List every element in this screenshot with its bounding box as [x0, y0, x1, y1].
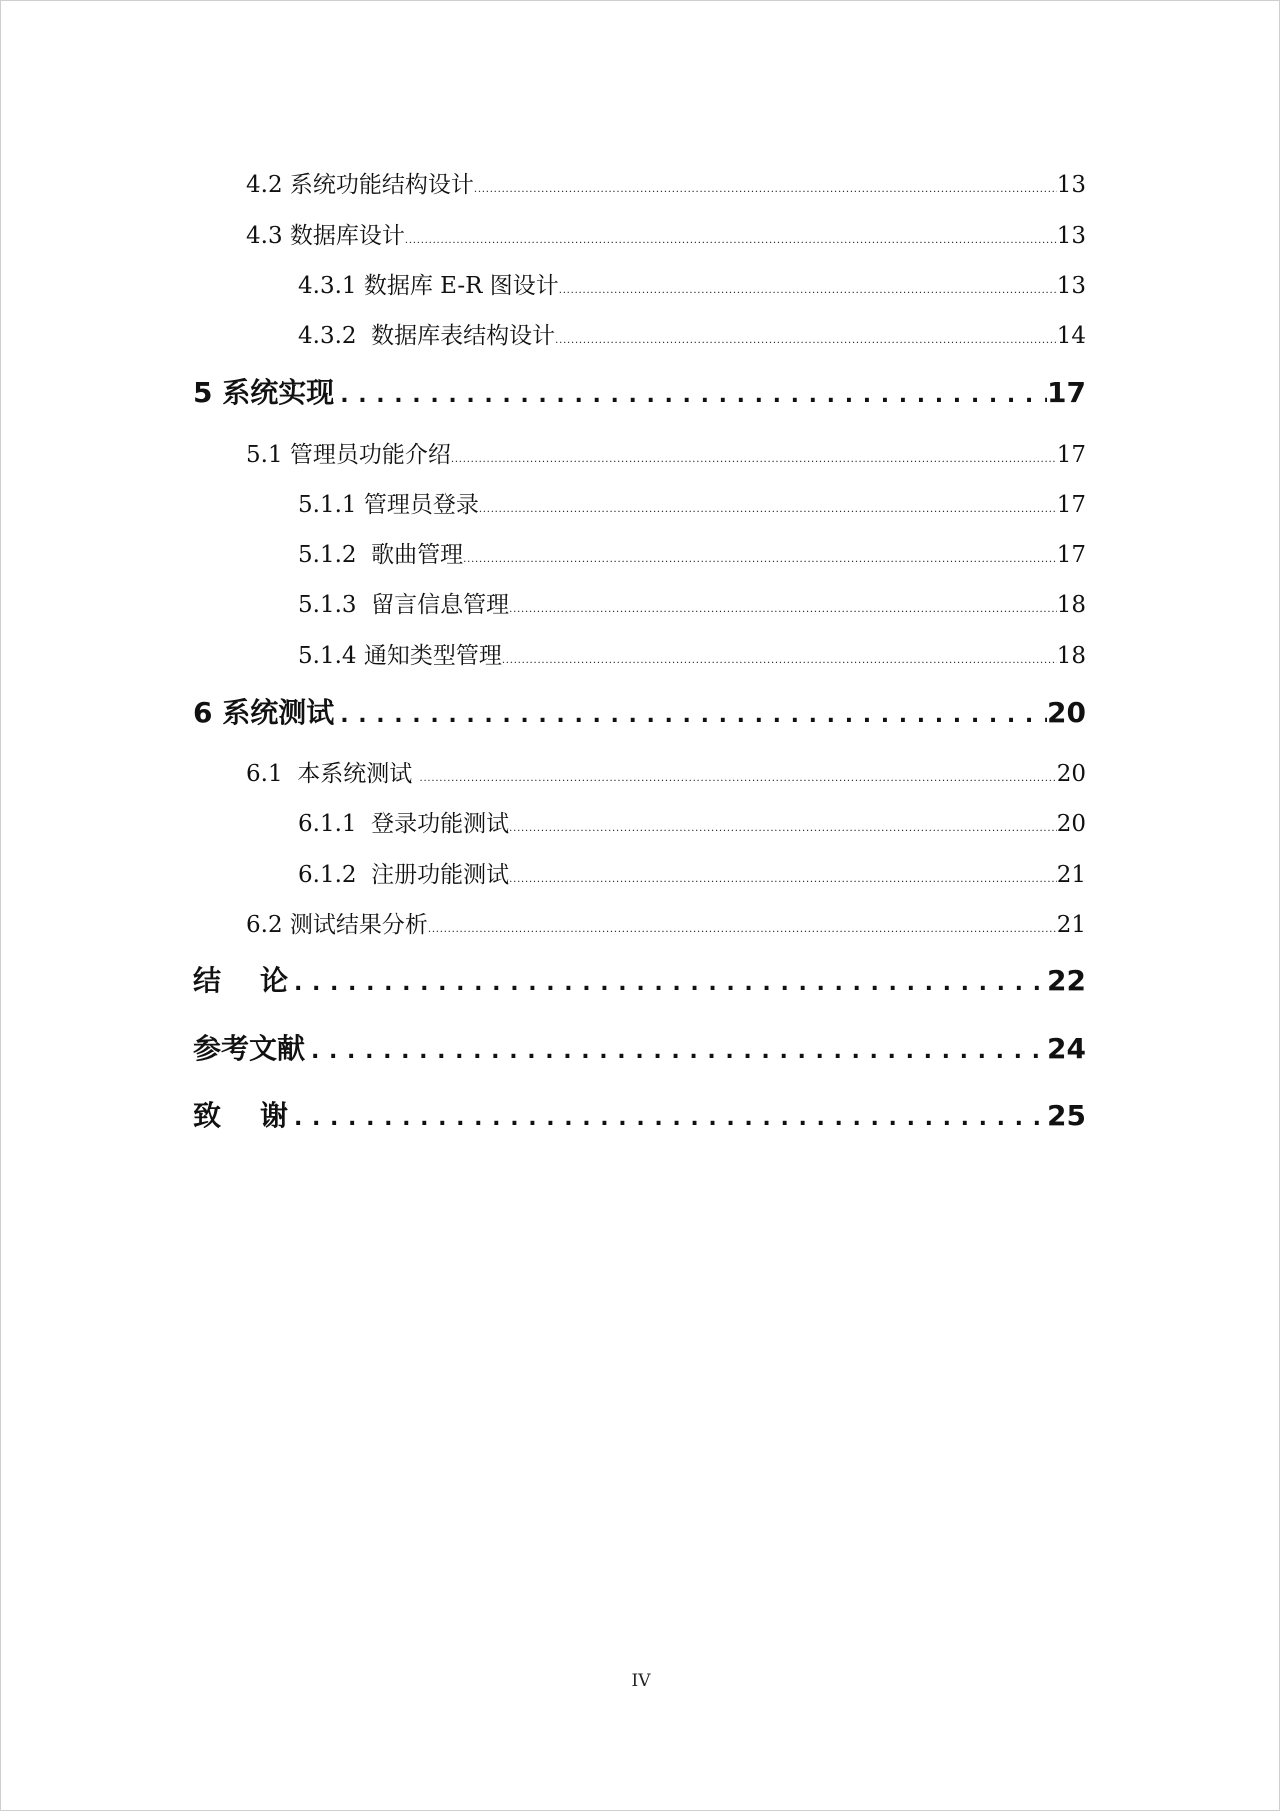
toc-entry-page: 18 — [1056, 643, 1086, 669]
toc-entry-5-1-1[interactable] — [298, 486, 1086, 516]
toc-entry-acknowledgements[interactable] — [193, 1094, 1086, 1132]
toc-leader-dots — [288, 971, 1047, 996]
toc-entry-page: 13 — [1056, 172, 1086, 198]
toc-leader-dots — [405, 235, 1057, 246]
toc-entry-page: 20 — [1056, 761, 1086, 787]
toc-entry-4-3-1[interactable] — [298, 267, 1086, 297]
toc-leader-dots — [334, 703, 1047, 728]
toc-entry-page: 18 — [1056, 592, 1086, 618]
toc-leader-dots — [451, 454, 1057, 465]
toc-entry-label: 6.1.1 登录功能测试 — [298, 811, 510, 837]
toc-entry-page: 17 — [1056, 442, 1086, 468]
toc-entry-label: 6.2 测试结果分析 — [246, 912, 428, 938]
toc-leader-dots — [509, 823, 1057, 834]
toc-entry-label: 6 系统测试 — [193, 696, 335, 729]
toc-leader-dots — [479, 504, 1057, 515]
toc-leader-dots — [559, 285, 1057, 296]
toc-entry-4-3-2[interactable] — [298, 317, 1086, 347]
toc-leader-dots — [305, 1039, 1047, 1064]
toc-entry-page: 13 — [1056, 223, 1086, 249]
toc-entry-page: 17 — [1047, 376, 1086, 409]
toc-entry-label: 4.3.1 数据库 E-R 图设计 — [298, 273, 559, 299]
toc-entry-page: 20 — [1047, 696, 1086, 729]
toc-entry-6-1-1[interactable] — [298, 805, 1086, 835]
toc-entry-label: 参考文献 — [193, 1032, 306, 1065]
toc-entry-5-1[interactable] — [246, 436, 1086, 466]
toc-entry-label: 4.3 数据库设计 — [246, 223, 405, 249]
toc-entry-6-2[interactable] — [246, 906, 1086, 936]
toc-leader-dots — [334, 383, 1047, 408]
toc-entry-5-1-2[interactable] — [298, 536, 1086, 566]
toc-entry-page: 14 — [1056, 323, 1086, 349]
toc-entry-4-3[interactable] — [246, 217, 1086, 247]
toc-entry-conclusion[interactable] — [193, 959, 1086, 997]
toc-entry-label: 5.1 管理员功能介绍 — [246, 442, 451, 468]
toc-leader-dots — [474, 184, 1057, 195]
toc-entry-label: 6.1 本系统测试 — [246, 761, 420, 787]
toc-entry-6-1[interactable] — [246, 755, 1086, 785]
toc-entry-page: 13 — [1056, 273, 1086, 299]
toc-entry-references[interactable] — [193, 1027, 1086, 1065]
toc-leader-dots — [509, 874, 1057, 885]
toc-entry-label: 5.1.1 管理员登录 — [298, 492, 479, 518]
toc-entry-page: 24 — [1047, 1032, 1086, 1065]
toc-leader-dots — [420, 773, 1057, 784]
toc-entry-5-1-4[interactable] — [298, 637, 1086, 667]
toc-entry-6-1-2[interactable] — [298, 856, 1086, 886]
toc-entry-label: 6.1.2 注册功能测试 — [298, 862, 510, 888]
toc-leader-dots — [502, 655, 1057, 666]
toc-leader-dots — [463, 554, 1057, 565]
toc-entry-page: 17 — [1056, 492, 1086, 518]
toc-entry-page: 17 — [1056, 542, 1086, 568]
toc-entry-label: 4.2 系统功能结构设计 — [246, 172, 474, 198]
toc-entry-5-1-3[interactable] — [298, 586, 1086, 616]
toc-entry-page: 21 — [1056, 912, 1086, 938]
toc-entry-label: 致 谢 — [193, 1099, 288, 1132]
toc-entry-label: 5.1.4 通知类型管理 — [298, 643, 502, 669]
toc-leader-dots — [288, 1106, 1047, 1131]
toc-entry-label: 5.1.2 歌曲管理 — [298, 542, 464, 568]
toc-leader-dots — [428, 924, 1057, 935]
toc-entry-4-2[interactable] — [246, 166, 1086, 196]
toc-entry-page: 20 — [1056, 811, 1086, 837]
table-of-contents — [1, 1, 1280, 1812]
toc-entry-label: 5.1.3 留言信息管理 — [298, 592, 510, 618]
toc-leader-dots — [555, 335, 1057, 346]
toc-entry-label: 结 论 — [193, 964, 288, 997]
toc-entry-page: 25 — [1047, 1099, 1086, 1132]
toc-entry-label: 4.3.2 数据库表结构设计 — [298, 323, 556, 349]
toc-entry-page: 22 — [1047, 964, 1086, 997]
toc-entry-chapter-5[interactable] — [193, 371, 1086, 409]
toc-entry-label: 5 系统实现 — [193, 376, 335, 409]
toc-entry-chapter-6[interactable] — [193, 691, 1086, 729]
page-number-footer: IV — [631, 1671, 651, 1691]
toc-entry-page: 21 — [1056, 862, 1086, 888]
toc-leader-dots — [509, 604, 1057, 615]
